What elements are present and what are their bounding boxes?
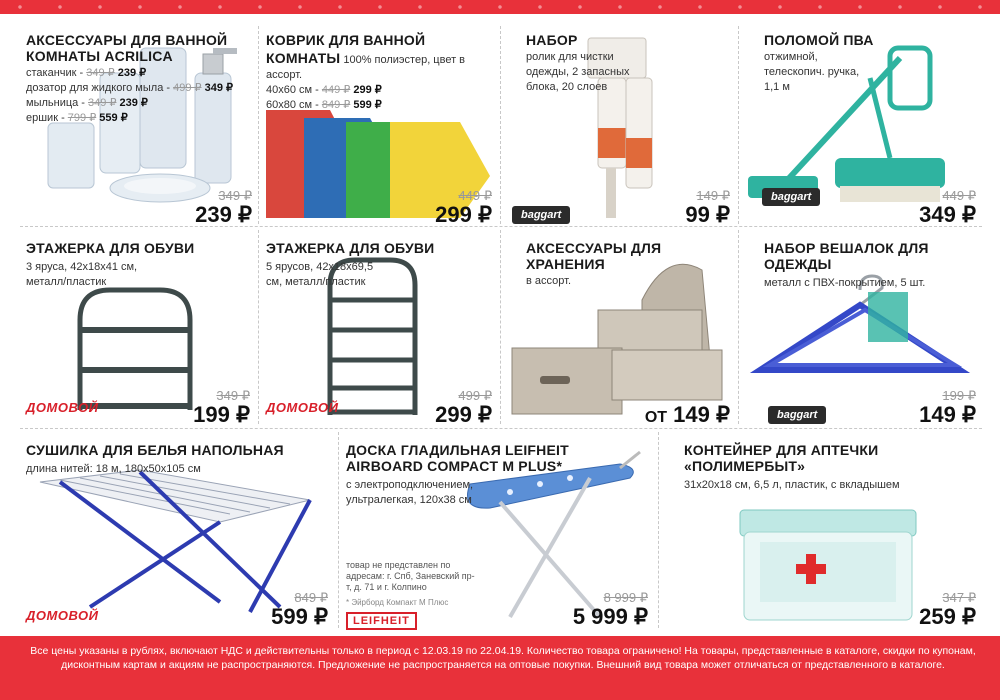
footnote: * Эйрборд Компакт М Плюс [346,598,449,607]
price-line: мыльница - 349 ₽ 239 ₽ [26,97,148,109]
product-card-pva-mop[interactable] [740,18,982,226]
price: 149 ₽ [919,402,976,426]
product-title: СУШИЛКА ДЛЯ БЕЛЬЯ НАПОЛЬНАЯ [26,442,284,458]
brand-logo-baggart: baggart [762,188,820,206]
price: 199 ₽ [193,402,250,426]
product-desc: ролик для чистки одежды, 2 запасных блока, 20 слоев [526,51,630,93]
product-desc: с электроподключением, ультралегкая, 120х38 см [346,479,474,506]
brand-logo-baggart: baggart [768,406,826,424]
old-price: 849 ₽ [294,590,328,605]
old-price: 449 ₽ [458,188,492,203]
divider [20,226,982,227]
product-desc: 100% полиэстер, цвет в ассорт. [266,54,466,81]
price: 239 ₽ [195,202,252,226]
old-price: 8 999 ₽ [603,590,648,605]
price-line: 60х80 см - 849 ₽ 599 ₽ [266,99,382,111]
divider [658,432,659,628]
price-line: 40х60 см - 449 ₽ 299 ₽ [266,84,382,96]
product-title: ЭТАЖЕРКА ДЛЯ ОБУВИ [266,240,435,256]
price: ОТ 149 ₽ [644,402,730,426]
price: 99 ₽ [685,202,730,226]
divider [338,432,339,628]
old-price: 149 ₽ [696,188,730,203]
product-card-storage[interactable] [502,230,736,426]
divider [258,230,259,424]
old-price: 347 ₽ [942,590,976,605]
divider [500,230,501,424]
product-desc: 31х20х18 см, 6,5 л, пластик, с вкладышем [684,479,900,491]
product-desc: 5 ярусов, 42х18х69,5 см, металл/пластик [266,261,374,288]
product-card-bath-accessories[interactable] [20,18,256,226]
product-card-hangers[interactable] [740,230,982,426]
product-card-lint-roller[interactable] [502,18,736,226]
availability-note: товар не представлен по адресам: г. Спб, Заневский пр-т, д. 71 и г. Колпино [346,560,475,592]
brand-logo-leifheit: LEIFHEIT [346,612,417,630]
product-title: АКСЕССУАРЫ ДЛЯ ВАННОЙ КОМНАТЫ ACRILICA [26,32,228,64]
footer-disclaimer [0,636,1000,700]
price: 259 ₽ [919,604,976,629]
product-desc: длина нитей: 18 м, 180х50х105 см [26,463,201,475]
brand-logo-domovoy: ДОМОВОЙ [26,400,99,415]
divider [258,26,259,224]
product-card-dryer[interactable] [20,432,336,630]
product-desc: отжимной, телескопич. ручка, 1,1 м [764,51,860,93]
price: 299 ₽ [435,402,492,426]
brand-logo-domovoy: ДОМОВОЙ [266,400,339,415]
price: 299 ₽ [435,202,492,226]
product-title: ДОСКА ГЛАДИЛЬНАЯ LEIFHEIT AIRBOARD COMPACT M PLUS* [346,442,569,474]
product-title: АКСЕССУАРЫ ДЛЯ ХРАНЕНИЯ [526,240,662,272]
top-decor-band [0,0,1000,14]
divider [738,26,739,224]
divider [500,26,501,224]
old-price: 499 ₽ [458,388,492,403]
brand-logo-domovoy: ДОМОВОЙ [26,608,99,623]
product-title: КОВРИК ДЛЯ ВАННОЙ КОМНАТЫ [266,32,426,66]
old-price: 199 ₽ [942,388,976,403]
price: 599 ₽ [271,604,328,629]
price: 5 999 ₽ [572,604,648,629]
product-card-shoe-rack-5[interactable] [260,230,498,426]
product-title: ЭТАЖЕРКА ДЛЯ ОБУВИ [26,240,195,256]
price-line: ершик - 799 ₽ 559 ₽ [26,112,128,124]
price-line: дозатор для жидкого мыла - 499 ₽ 349 ₽ [26,82,233,94]
product-title: ПОЛОМОЙ ПВА [764,32,874,48]
product-desc: 3 яруса, 42х18х41 см, металл/пластик [26,261,138,288]
product-card-shoe-rack-3[interactable] [20,230,256,426]
divider [738,230,739,424]
product-grid [20,18,982,630]
product-card-ironing-board[interactable] [340,432,656,630]
divider [20,428,982,429]
price-line: стаканчик - 349 ₽ 239 ₽ [26,67,147,79]
disclaimer-text: Все цены указаны в рублях, включают НДС и действительны только в период с 12.03.19 по 22.04.19. Количество товара ограничено! На товары, представленные в каталоге, скидки по купонам, дисконтным картам и акциям не распространяются. Предложение не распространяется на оптовые покупки. Внешний вид товара может отличаться от представленного в каталоге. [30,645,976,671]
product-desc: в ассорт. [526,275,572,287]
product-card-first-aid-container[interactable] [660,432,982,630]
product-desc: металл с ПВХ-покрытием, 5 шт. [764,277,926,289]
price-prefix: ОТ [644,409,668,426]
product-card-bath-mat[interactable] [260,18,498,226]
old-price: 349 ₽ [216,388,250,403]
product-title: КОНТЕЙНЕР ДЛЯ АПТЕЧКИ «ПОЛИМЕРБЫТ» [684,442,879,474]
price: 349 ₽ [919,202,976,226]
product-title: НАБОР ВЕШАЛОК ДЛЯ ОДЕЖДЫ [764,240,929,272]
old-price: 349 ₽ [218,188,252,203]
old-price: 449 ₽ [942,188,976,203]
product-title: НАБОР [526,32,578,48]
brand-logo-baggart: baggart [512,206,570,224]
